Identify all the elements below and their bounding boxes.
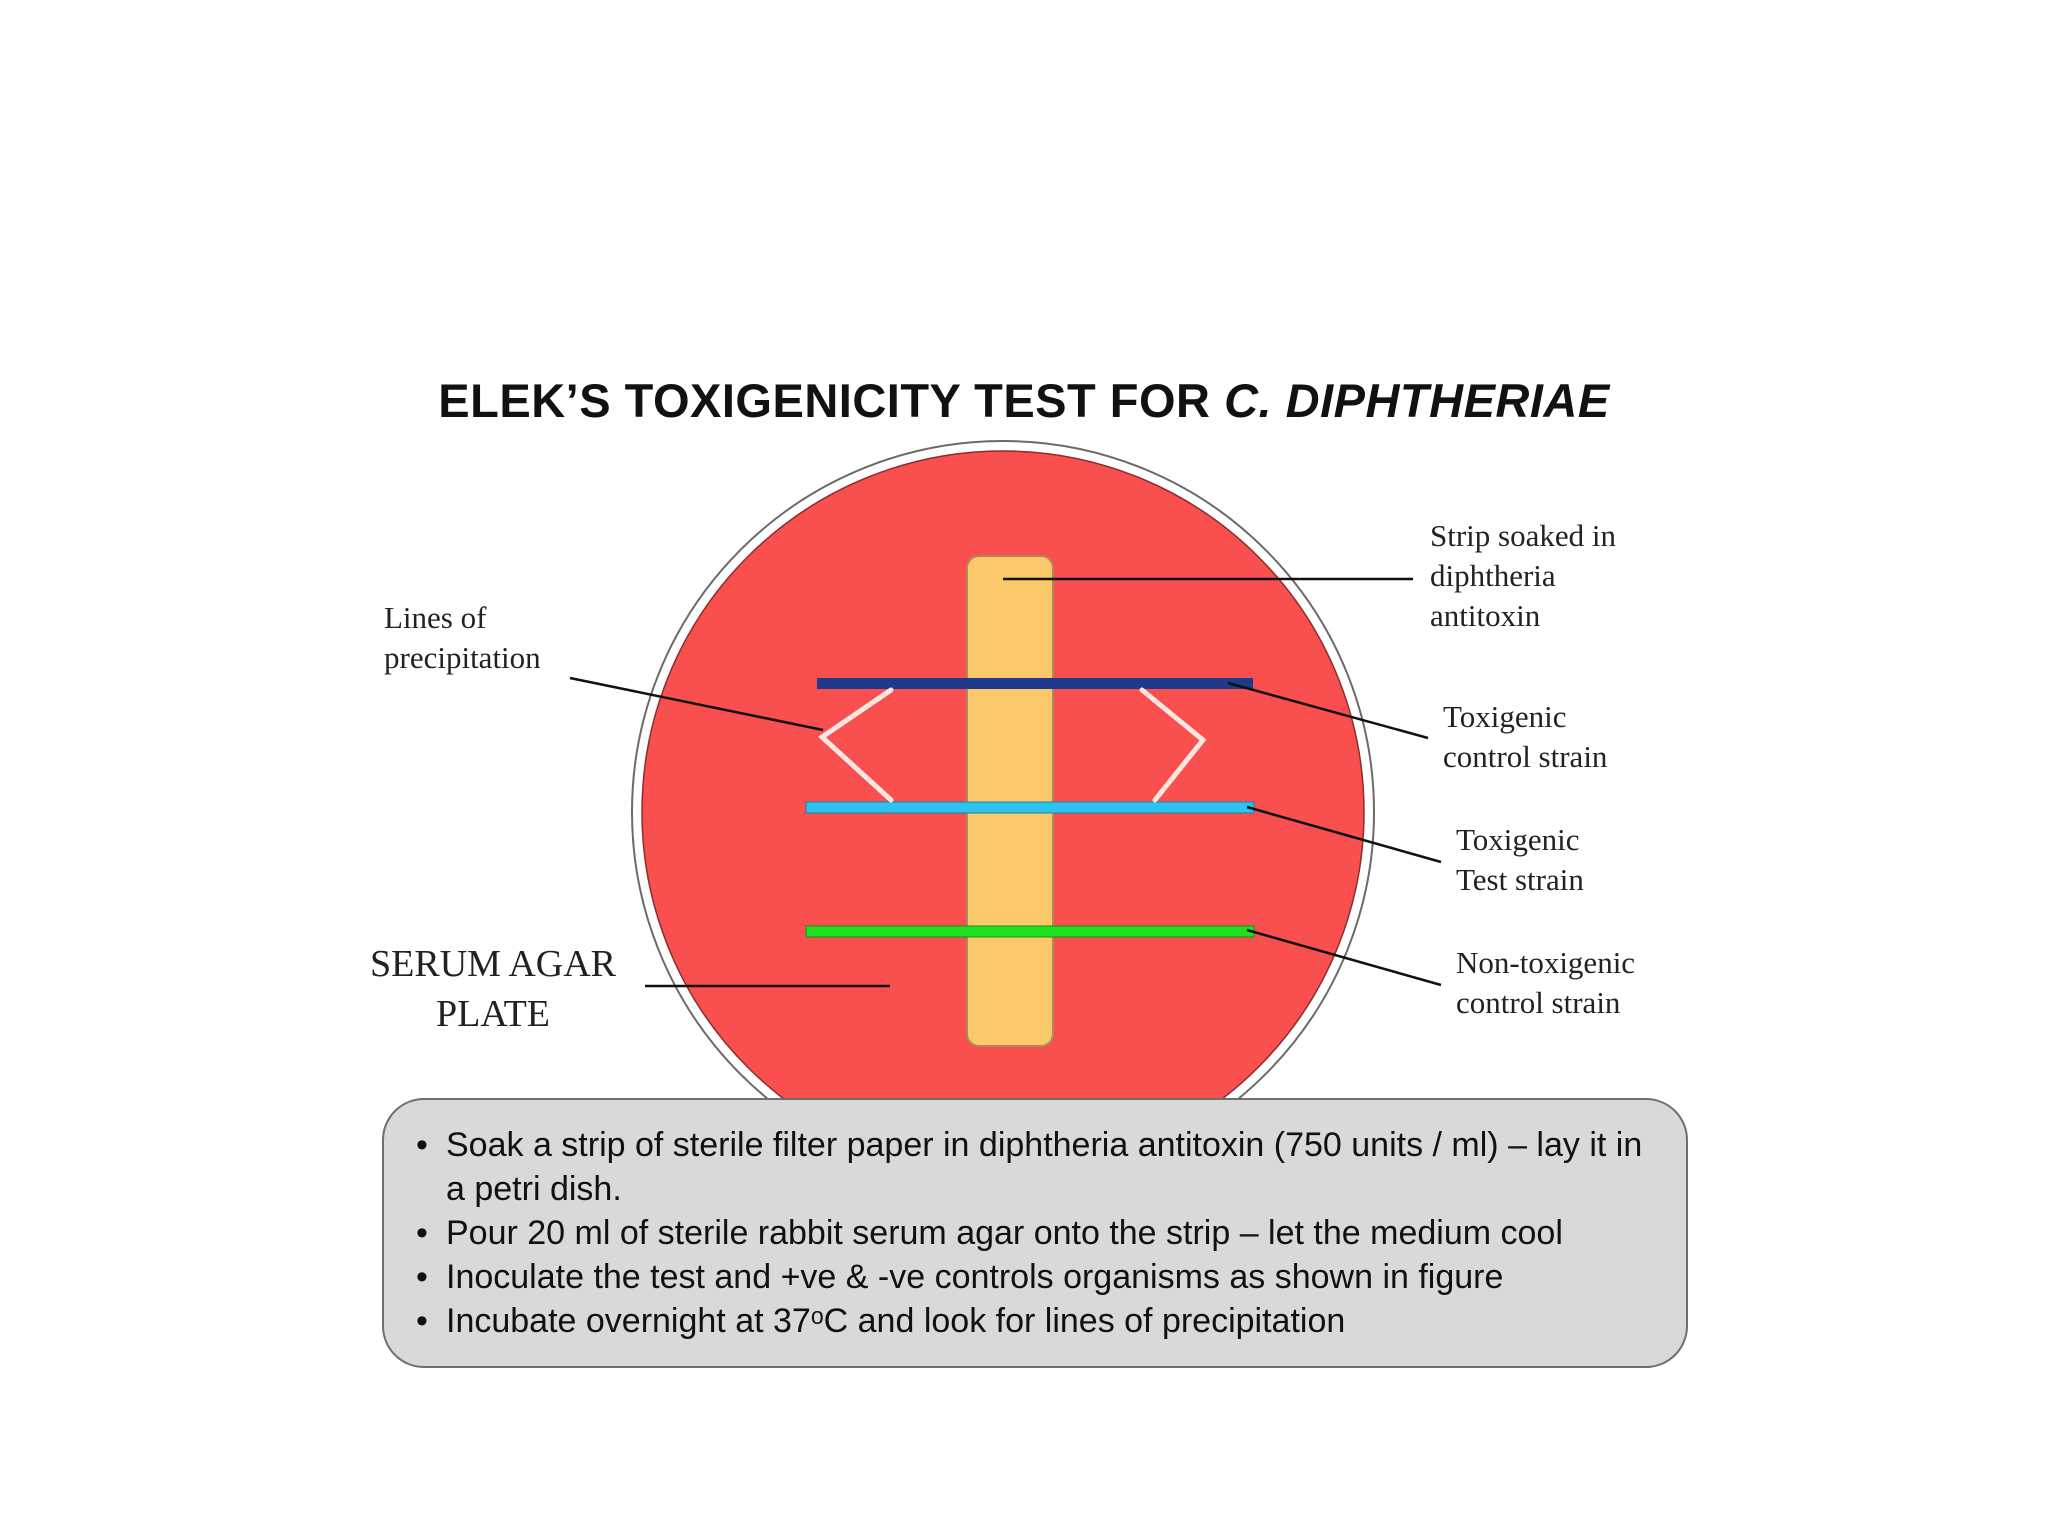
procedure-step: • Inoculate the test and +ve & -ve controls organisms as shown in figure [412,1255,1666,1299]
title-prefix: ELEK’S TOXIGENICITY TEST FOR [438,374,1225,427]
toxigenic-control-streak [817,678,1253,689]
procedure-step: • Incubate overnight at 37ᵒC and look for lines of precipitation [412,1299,1666,1343]
serum-agar-label: SERUM AGAR PLATE [370,943,616,1035]
precipitation-label: Lines of precipitation [384,600,541,675]
toxigenic-test-label: Toxigenic Test strain [1456,822,1584,897]
procedure-notes [382,1098,1688,1368]
procedure-step: • Soak a strip of sterile filter paper in diphtheria antitoxin (750 units / ml) – lay it in a petri dish. [412,1123,1666,1211]
toxigenic-test-streak [806,802,1254,813]
antitoxin-strip [967,556,1053,1046]
non-toxigenic-control-label: Non-toxigenic control strain [1456,945,1636,1020]
toxigenic-control-label: Toxigenic control strain [1443,699,1608,774]
non-toxigenic-control-streak [806,926,1254,937]
strip-label: Strip soaked in diphtheria antitoxin [1430,518,1616,633]
procedure-list [412,1123,1666,1343]
title-organism: C. DIPHTHERIAE [1224,374,1610,427]
procedure-step: • Pour 20 ml of sterile rabbit serum agar onto the strip – let the medium cool [412,1211,1666,1255]
